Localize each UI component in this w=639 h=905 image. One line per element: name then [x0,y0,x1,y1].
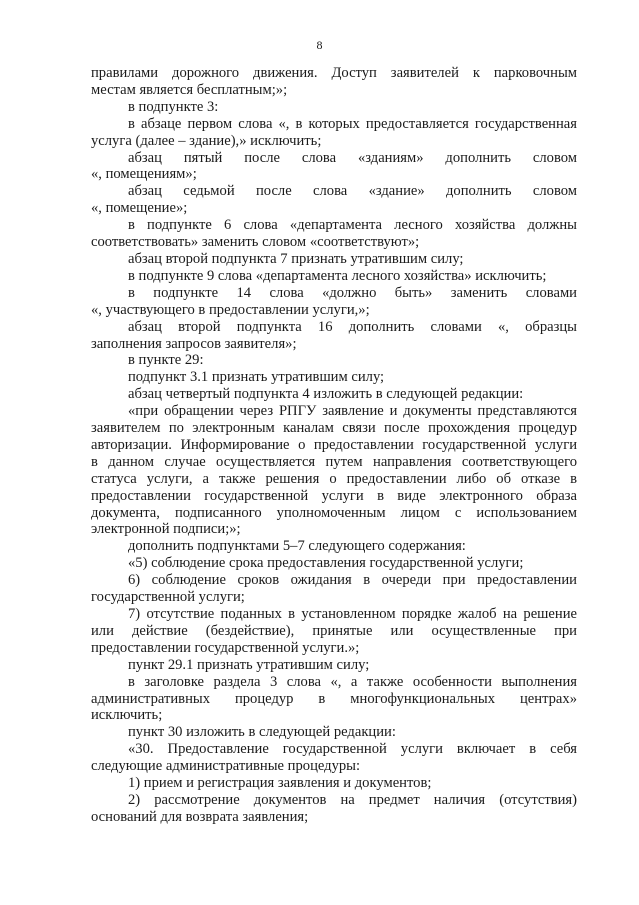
text-line: абзац второй подпункта 7 признать утратившим силу; [128,250,464,267]
text-line: оснований для возврата заявления; [91,808,309,825]
text-line: 6) соблюдение сроков ожидания в очереди при предоставлении [128,572,577,589]
text-line: в заголовке раздела 3 слова «, а также особенности выполнения [128,673,577,690]
text-line: абзац четвертый подпункта 4 изложить в следующей редакции: [128,386,524,403]
text-line: дополнить подпунктами 5–7 следующего содержания: [128,538,466,555]
text-line: в абзаце первом слова «, в которых предоставляется государственная [128,115,577,132]
text-line: «, помещениям»; [91,166,197,183]
text-line: пункт 30 изложить в следующей редакции: [128,724,396,741]
text-line: 7) отсутствие поданных в установленном порядке жалоб на решение [128,606,577,622]
text-line: заполнения запросов заявителя»; [91,335,297,352]
text-line: «, участвующего в предоставлении услуги,»; [91,301,370,318]
text-line: правилами дорожного движения. Доступ заявителей к парковочным [91,65,577,81]
page-number: 8 [316,38,323,52]
text-line: 2) рассмотрение документов на предмет наличия (отсутствия) [128,791,577,808]
text-line: в подпункте 9 слова «департамента лесного хозяйства» исключить; [128,267,547,284]
text-line: в данном случае осуществляется путем направления соответствующего [91,453,577,470]
text-line: административных процедур в многофункциональных центрах» [91,690,577,707]
text-line: местам является бесплатным;»; [91,81,288,98]
text-line: абзац пятый после слова «зданиям» дополнить словом [128,149,577,166]
text-line: в пункте 29: [128,352,204,369]
text-line: 1) прием и регистрация заявления и документов; [128,775,432,792]
text-line: соответствовать» заменить словом «соответствуют»; [91,234,420,251]
text-line: или действие (бездействие), принятые или осуществленные при [91,622,577,639]
text-line: документа, подписанного уполномоченным лицом с использованием [91,504,577,521]
text-line: в подпункте 3: [128,98,219,115]
text-line: следующие административные процедуры: [91,758,361,775]
text-line: предоставлении государственной услуги в виде электронного образа [91,487,577,504]
text-line: государственной услуги; [91,589,245,606]
text-line: пункт 29.1 признать утратившим силу; [128,656,370,673]
text-line: авторизации. Информирование о предоставлении государственной услуги [91,436,577,453]
text-line: «, помещение»; [91,200,188,217]
text-line: в подпункте 14 слова «должно быть» заменить словами [128,284,577,301]
document-body [91,65,577,826]
text-line: подпункт 3.1 признать утратившим силу; [128,369,385,386]
text-line: исключить; [91,707,163,724]
text-line: услуга (далее – здание),» исключить; [91,132,322,149]
text-line: статуса услуги, а также решения о предоставлении либо об отказе в [91,470,577,487]
text-line: «при обращении через РПГУ заявление и документы представляются [128,403,577,420]
text-line: электронной подписи;»; [91,521,241,538]
text-line: «5) соблюдение срока предоставления государственной услуги; [128,555,524,572]
text-line: предоставлении государственной услуги.»; [91,639,360,656]
text-line: заявителем по электронным каналам связи после прохождения процедур [91,420,577,437]
text-line: абзац седьмой после слова «здание» дополнить словом [128,183,577,200]
text-line: абзац второй подпункта 16 дополнить словами «, образцы [128,318,577,335]
text-line: «30. Предоставление государственной услуги включает в себя [128,741,577,758]
text-line: в подпункте 6 слова «департамента лесного хозяйства должны [128,217,577,234]
